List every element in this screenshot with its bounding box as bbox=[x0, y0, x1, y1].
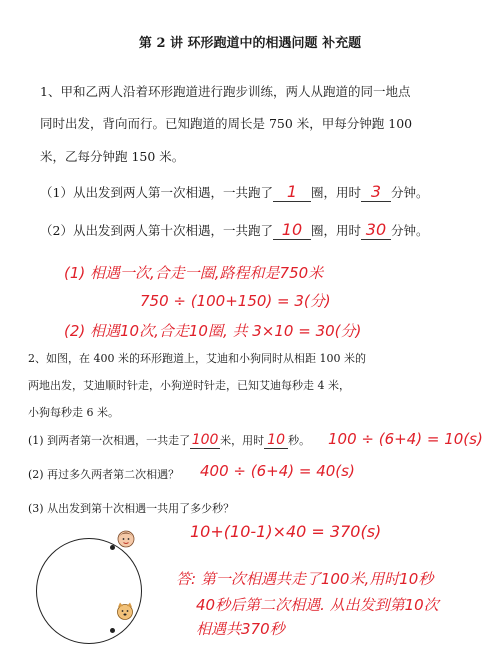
p2-question1-mid: 米，用时 bbox=[220, 434, 265, 447]
track-circle bbox=[36, 538, 142, 644]
problem1-line1: 1、甲和乙两人沿着环形跑道进行跑步训练，两人从跑道的同一地点 bbox=[40, 84, 411, 99]
question2-mid: 圈，用时 bbox=[310, 223, 361, 238]
handwritten-answer-line1: 答: 第一次相遇共走了100米,用时10秒 bbox=[176, 570, 434, 588]
question2-post: 分钟。 bbox=[390, 223, 429, 238]
question1-post: 分钟。 bbox=[390, 185, 429, 200]
handwritten-calc-3: 400 ÷ (6+4) = 40(s) bbox=[200, 462, 355, 480]
boy-face-icon bbox=[116, 528, 136, 548]
answer-blank-laps: 10 bbox=[273, 220, 311, 240]
answer-blank-seconds: 10 bbox=[264, 432, 288, 449]
question1-mid: 圈，用时 bbox=[310, 185, 361, 200]
problem2-question3: (3) 从出发到第十次相遇一共用了多少秒？ bbox=[28, 502, 235, 515]
handwritten-note-1: (1) 相遇一次,合走一圈,路程和是750米 bbox=[64, 264, 324, 282]
problem2-line3: 小狗每秒走 6 米。 bbox=[28, 406, 119, 419]
dog-position-dot bbox=[110, 628, 115, 633]
problem2-line2: 两地出发，艾迪顺时针走，小狗逆时针走，已知艾迪每秒走 4 米， bbox=[28, 379, 350, 392]
answer-blank-minutes: 30 bbox=[361, 220, 391, 240]
p2-question1-text: (1) 到两者第一次相遇，一共走了 bbox=[28, 434, 191, 447]
answer-blank-minutes: 3 bbox=[361, 182, 391, 202]
eddie-position-dot bbox=[110, 545, 115, 550]
p2-question1-post: 秒。 bbox=[288, 434, 311, 447]
handwritten-answer-line3: 相遇共370秒 bbox=[196, 620, 285, 638]
problem1-question1 bbox=[40, 182, 429, 202]
page-title: 第 2 讲 环形跑道中的相遇问题 补充题 bbox=[138, 36, 362, 51]
problem2-question1 bbox=[28, 432, 310, 449]
dog-face-icon bbox=[115, 601, 135, 621]
question2-text: （2）从出发到两人第十次相遇，一共跑了 bbox=[40, 223, 273, 238]
problem1-line2: 同时出发，背向而行。已知跑道的周长是 750 米，甲每分钟跑 100 bbox=[40, 116, 413, 131]
problem2-question2: (2) 再过多久两者第二次相遇？ bbox=[28, 468, 180, 481]
problem1-question2 bbox=[40, 220, 429, 240]
handwritten-answer-line2: 40秒后第二次相遇. 从出发到第10次 bbox=[196, 596, 439, 614]
answer-blank-distance: 100 bbox=[191, 432, 219, 448]
answer-blank-laps: 1 bbox=[273, 182, 311, 202]
handwritten-calc-2: 100 ÷ (6+4) = 10(s) bbox=[328, 430, 483, 448]
handwritten-calc-1: 750 ÷ (100+150) = 3(分) bbox=[140, 292, 331, 310]
problem2-line1: 2、如图，在 400 米的环形跑道上，艾迪和小狗同时从相距 100 米的 bbox=[28, 352, 366, 365]
handwritten-calc-4: 10+(10-1)×40 = 370(s) bbox=[190, 522, 382, 541]
question1-text: （1）从出发到两人第一次相遇，一共跑了 bbox=[40, 185, 273, 200]
handwritten-note-2: (2) 相遇10次,合走10圈, 共 3×10 = 30(分) bbox=[64, 322, 362, 340]
problem1-line3: 米，乙每分钟跑 150 米。 bbox=[40, 149, 185, 164]
